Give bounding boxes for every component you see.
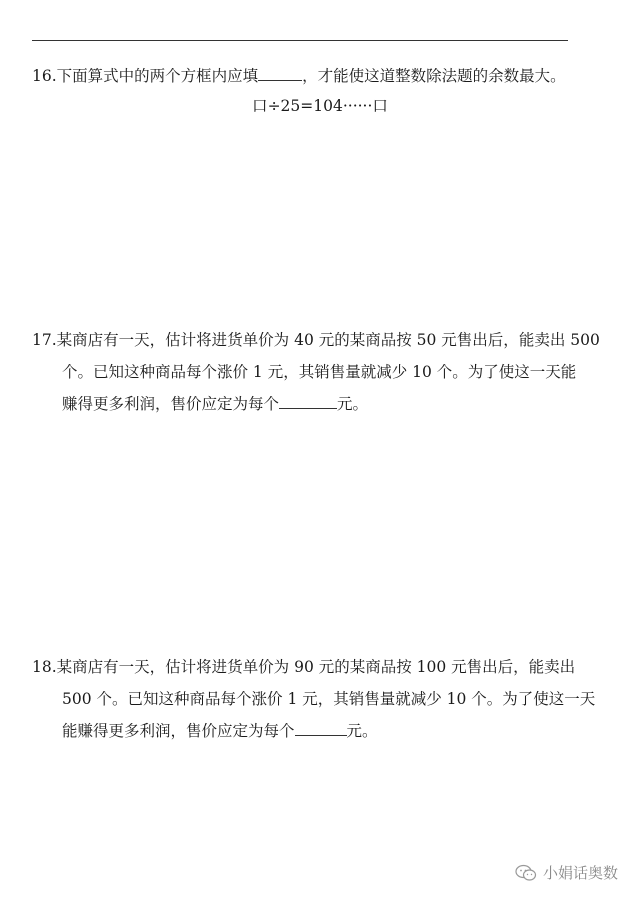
box-glyph-right: 口 <box>372 97 388 115</box>
question-text: 某商店有一天，估计将进货单价为 40 元的某商品按 50 元售出后，能卖出 500 <box>56 331 600 349</box>
question-text: 下面算式中的两个方框内应填 <box>56 67 259 85</box>
question-18-line-2 <box>62 687 595 709</box>
formula <box>0 94 640 116</box>
question-number: 16. <box>32 67 57 85</box>
question-text: 500 个。已知这种商品每个涨价 1 元，其销售量就减少 10 个。为了使这一天 <box>62 690 596 708</box>
formula-text: ÷25=104······ <box>267 97 373 115</box>
question-18-line-1 <box>32 655 575 677</box>
question-17-line-2 <box>62 360 576 382</box>
answer-blank[interactable] <box>279 394 337 409</box>
answer-blank[interactable] <box>258 66 302 81</box>
question-17-line-3 <box>62 392 368 414</box>
box-glyph-left: 口 <box>252 97 268 115</box>
question-text: ，才能使这道整数除法题的余数最大。 <box>302 67 566 85</box>
question-text: 元。 <box>337 395 369 413</box>
wechat-icon <box>515 864 537 882</box>
header-rule <box>32 40 568 41</box>
question-18-line-3 <box>62 719 378 741</box>
question-number: 18. <box>32 658 57 676</box>
question-number: 17. <box>32 331 57 349</box>
question-16 <box>32 64 566 86</box>
question-text: 某商店有一天，估计将进货单价为 90 元的某商品按 100 元售出后，能卖出 <box>56 658 576 676</box>
question-text: 赚得更多利润，售价应定为每个 <box>62 395 280 413</box>
watermark <box>515 862 618 883</box>
question-17-line-1 <box>32 328 600 350</box>
question-text: 能赚得更多利润，售价应定为每个 <box>62 722 295 740</box>
question-text: 个。已知这种商品每个涨价 1 元，其销售量就减少 10 个。为了使这一天能 <box>62 363 577 381</box>
answer-blank[interactable] <box>295 721 347 736</box>
question-text: 元。 <box>346 722 378 740</box>
watermark-text: 小娟话奥数 <box>542 864 618 882</box>
